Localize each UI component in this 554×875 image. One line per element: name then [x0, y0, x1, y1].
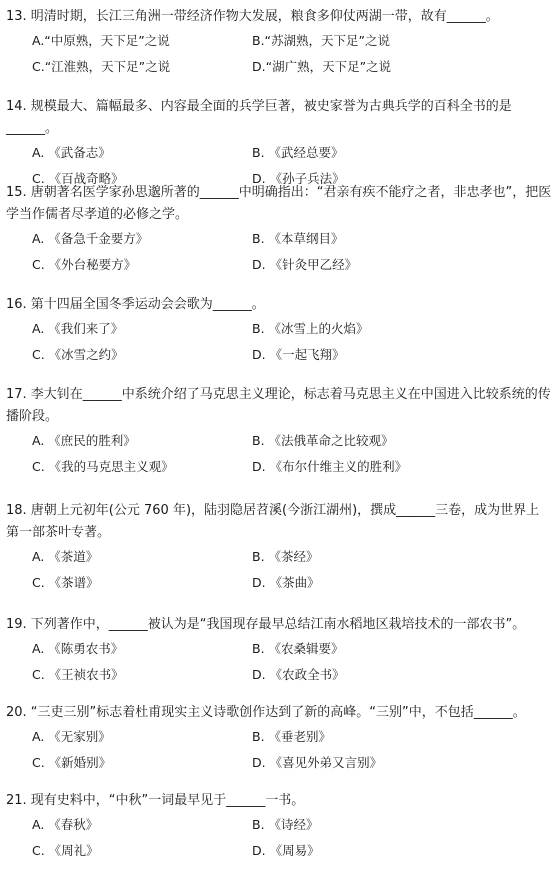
- option-c: C. 《周礼》: [32, 843, 99, 858]
- question-21: [6, 790, 552, 864]
- options-row-1: [6, 544, 552, 570]
- options-row-1: [6, 226, 552, 252]
- options-row-2: [6, 662, 552, 688]
- options-row-2: [6, 454, 552, 480]
- option-a: A. 《我们来了》: [32, 321, 124, 336]
- options-row-1: [6, 812, 552, 838]
- option-c: C. 《外台秘要方》: [32, 257, 137, 272]
- option-b: B. 《农桑辑要》: [252, 641, 344, 656]
- question-stem: 14. 规模最大、篇幅最多、内容最全面的兵学巨著，被史家誉为古典兵学的百科全书的是______。: [6, 99, 512, 136]
- option-b: B. 《诗经》: [252, 817, 319, 832]
- options-row-2: [6, 54, 552, 80]
- option-b: B. 《茶经》: [252, 549, 319, 564]
- options-row-2: [6, 838, 552, 864]
- question-stem: 17. 李大钊在______中系统介绍了马克思主义理论，标志着马克思主义在中国进入比较系统的传播阶段。: [6, 387, 551, 424]
- option-a: A. 《陈勇农书》: [32, 641, 124, 656]
- options-row-1: [6, 636, 552, 662]
- options-row-2: [6, 570, 552, 596]
- option-d: D. 《茶曲》: [252, 575, 320, 590]
- question-13: [6, 6, 552, 80]
- option-c: C. 《我的马克思主义观》: [32, 459, 174, 474]
- option-a: A. 《庶民的胜利》: [32, 433, 136, 448]
- question-stem: 18. 唐朝上元初年(公元 760 年)，陆羽隐居苕溪(今浙江湖州)，撰成______三卷，成为世界上第一部茶叶专著。: [6, 503, 540, 540]
- options-row-1: [6, 316, 552, 342]
- question-17: [6, 384, 552, 480]
- options-row-1: [6, 140, 552, 166]
- question-16: [6, 294, 552, 368]
- question-stem: 19. 下列著作中，______被认为是“我国现存最早总结江南水稻地区栽培技术的一部农书”。: [6, 617, 526, 632]
- option-c: C.“江淮熟，天下足”之说: [32, 59, 171, 74]
- option-b: B. 《垂老别》: [252, 729, 332, 744]
- option-d: D. 《孙子兵法》: [252, 171, 345, 186]
- option-c: C. 《茶谱》: [32, 575, 99, 590]
- option-b: B. 《武经总要》: [252, 145, 344, 160]
- question-stem: 15. 唐朝著名医学家孙思邈所著的______中明确指出：“君亲有疾不能疗之者，非忠孝也”，把医学当作儒者尽孝道的必修之学。: [6, 185, 552, 222]
- option-d: D. 《喜见外弟又言别》: [252, 755, 383, 770]
- option-c: C. 《新婚别》: [32, 755, 112, 770]
- option-c: C. 《王祯农书》: [32, 667, 124, 682]
- options-row-2: [6, 750, 552, 776]
- options-row-1: [6, 28, 552, 54]
- question-19: [6, 614, 552, 688]
- option-a: A. 《备急千金要方》: [32, 231, 149, 246]
- option-d: D. 《针灸甲乙经》: [252, 257, 358, 272]
- option-c: C. 《冰雪之约》: [32, 347, 124, 362]
- option-d: D. 《农政全书》: [252, 667, 345, 682]
- option-a: A.“中原熟，天下足”之说: [32, 33, 170, 48]
- option-a: A. 《无家别》: [32, 729, 111, 744]
- option-c: C. 《百战奇略》: [32, 171, 124, 186]
- question-stem: 16. 第十四届全国冬季运动会会歌为______。: [6, 297, 265, 312]
- option-b: B. 《冰雪上的火焰》: [252, 321, 369, 336]
- option-d: D.“湖广熟，天下足”之说: [252, 59, 392, 74]
- question-stem: 20. “三吏三别”标志着杜甫现实主义诗歌创作达到了新的高峰。“三别”中，不包括______。: [6, 705, 526, 720]
- option-d: D. 《布尔什维主义的胜利》: [252, 459, 408, 474]
- question-15: [6, 182, 552, 278]
- option-a: A. 《茶道》: [32, 549, 99, 564]
- option-b: B. 《本草纲目》: [252, 231, 344, 246]
- options-row-1: [6, 428, 552, 454]
- options-row-1: [6, 724, 552, 750]
- option-d: D. 《周易》: [252, 843, 320, 858]
- option-b: B. 《法俄革命之比较观》: [252, 433, 394, 448]
- question-14: [6, 96, 552, 192]
- options-row-2: [6, 252, 552, 278]
- options-row-2: [6, 342, 552, 368]
- question-20: [6, 702, 552, 776]
- option-b: B.“苏湖熟，天下足”之说: [252, 33, 391, 48]
- question-stem: 21. 现有史料中，“中秋”一词最早见于______一书。: [6, 793, 305, 808]
- option-a: A. 《春秋》: [32, 817, 99, 832]
- question-18: [6, 500, 552, 596]
- option-d: D. 《一起飞翔》: [252, 347, 345, 362]
- option-a: A. 《武备志》: [32, 145, 111, 160]
- question-stem: 13. 明清时期，长江三角洲一带经济作物大发展，粮食多仰仗两湖一带，故有______。: [6, 9, 499, 24]
